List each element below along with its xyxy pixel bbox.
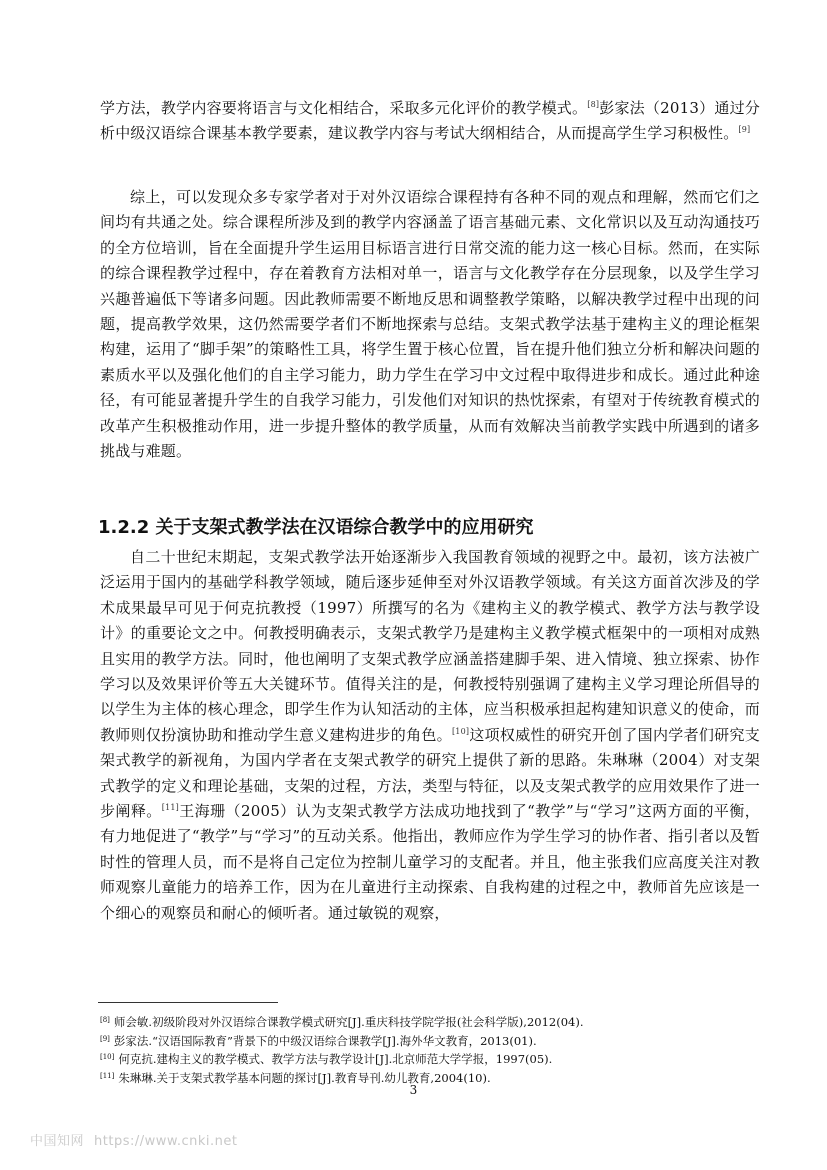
cnki-watermark — [30, 1130, 237, 1149]
footnote-text: 彭家法.“汉语国际教育”背景下的中级汉语综合课教学[J].海外华文教育，2013(01). — [113, 1033, 537, 1048]
section-paragraph-part3: 王海珊（2005）认为支架式教学方法成功地找到了“教学”与“学习”这两方面的平衡，有力地促进了“教学”与“学习”的互动关系。他指出，教师应作为学生学习的协作者、指引者以及暂时性的管理人员，而不是将自己定位为控制儿童学习的支配者。并且，他主张我们应高度关注对教师观察儿童能力的培养工作，因为在儿童进行主动探索、自我构建的过程之中，教师首先应该是一个细心的观察员和耐心的倾听者。通过敏锐的观察， — [100, 802, 760, 922]
footnote-mark: [8] — [100, 1016, 110, 1024]
footnote-8 — [100, 1013, 760, 1032]
top-paragraph-part2: 彭家法（2013）通过分析中级汉语综合课基本教学要素，建议教学内容与考试大纲相结合，从而提高学生学习积极性。 — [100, 99, 760, 143]
footnote-divider — [98, 1002, 278, 1003]
citation-10: [10] — [451, 726, 470, 736]
footnotes — [100, 1013, 760, 1087]
footnote-mark: [11] — [100, 1071, 115, 1080]
footnote-10 — [100, 1050, 760, 1069]
summary-paragraph: 综上，可以发现众多专家学者对于对外汉语综合课程持有各种不同的观点和理解，然而它们之间均有共通之处。综合课程所涉及到的教学内容涵盖了语言基础元素、文化常识以及互动沟通技巧的全方位培训，旨在全面提升学生运用目标语言进行日常交流的能力这一核心目标。然而，在实际的综合课程教学过程中，存在着教育方法相对单一，语言与文化教学存在分层现象，以及学生学习兴趣普遍低下等诸多问题。因此教师需要不断地反思和调整教学策略，以解决教学过程中出现的问题，提高教学效果，这仍然需要学者们不断地探索与总结。支架式教学法基于建构主义的理论框架构建，运用了“脚手架”的策略性工具，将学生置于核心位置，旨在提升他们独立分析和解决问题的素质水平以及强化他们的自主学习能力，助力学生在学习中文过程中取得进步和成长。通过此种途径，有可能显著提升学生的自我学习能力，引发他们对知识的热忱探索，有望对于传统教育模式的改革产生积极推动作用，进一步提升整体的教学质量，从而有效解决当前教学实践中所遇到的诸多挑战与难题。 — [100, 188, 760, 461]
top-paragraph — [100, 96, 760, 147]
footnote-mark: [9] — [100, 1034, 110, 1043]
page-number: 3 — [409, 1083, 418, 1097]
footnote-text: 何克抗.建构主义的教学模式、教学方法与教学设计[J].北京师范大学学报，1997(05). — [118, 1052, 553, 1066]
citation-8: [8] — [587, 100, 600, 109]
top-paragraph-part1: 学方法，教学内容要将语言与文化相结合，采取多元化评价的教学模式。 — [100, 99, 588, 117]
citation-9: [9] — [738, 125, 751, 135]
citation-11: [11] — [161, 803, 179, 813]
footnote-mark: [10] — [100, 1053, 115, 1061]
section-heading: 1.2.2 关于支架式教学法在汉语综合教学中的应用研究 — [98, 517, 534, 538]
section-paragraph-part1: 自二十世纪末期起，支架式教学法开始逐渐步入我国教育领域的视野之中。最初，该方法被广泛运用于国内的基础学科教学领域，随后逐步延伸至对外汉语教学领域。有关这方面首次涉及的学术成果最早可见于何克抗教授（1997）所撰写的名为《建构主义的教学模式、教学方法与教学设计》的重要论文之中。何教授明确表示，支架式教学乃是建构主义教学模式框架中的一项相对成熟且实用的教学方法。同时，他也阐明了支架式教学应涵盖搭建脚手架、进入情境、独立探索、协作学习以及效果评价等五大关键环节。值得关注的是，何教授特别强调了建构主义学习理论所倡导的以学生为主体的核心理念，即学生作为认知活动的主体，应当积极承担起构建知识意义的使命，而教师则仅扮演协助和推动学生意义建构进步的角色。 — [100, 548, 760, 744]
watermark-site: 中国知网 — [30, 1134, 85, 1149]
footnote-text: 朱琳琳.关于支架式教学基本问题的探讨[J].教育导刊.幼儿教育,2004(10). — [118, 1070, 491, 1085]
section-paragraph — [100, 545, 760, 926]
footnote-text: 师会敏.初级阶段对外汉语综合课教学模式研究[J].重庆科技学院学报(社会科学版),2012(04). — [113, 1015, 584, 1029]
watermark-url: https://www.cnki.net — [94, 1134, 238, 1149]
section-paragraph-part2: 这项权威性的研究开创了国内学者们研究支架式教学的新视角，为国内学者在支架式教学的研究上提供了新的思路。朱琳琳（2004）对支架式教学的定义和理论基础，支架的过程，方法，类型与特征，以及支架式教学的应用效果作了进一步阐释。 — [100, 725, 760, 821]
footnote-9 — [100, 1032, 760, 1051]
